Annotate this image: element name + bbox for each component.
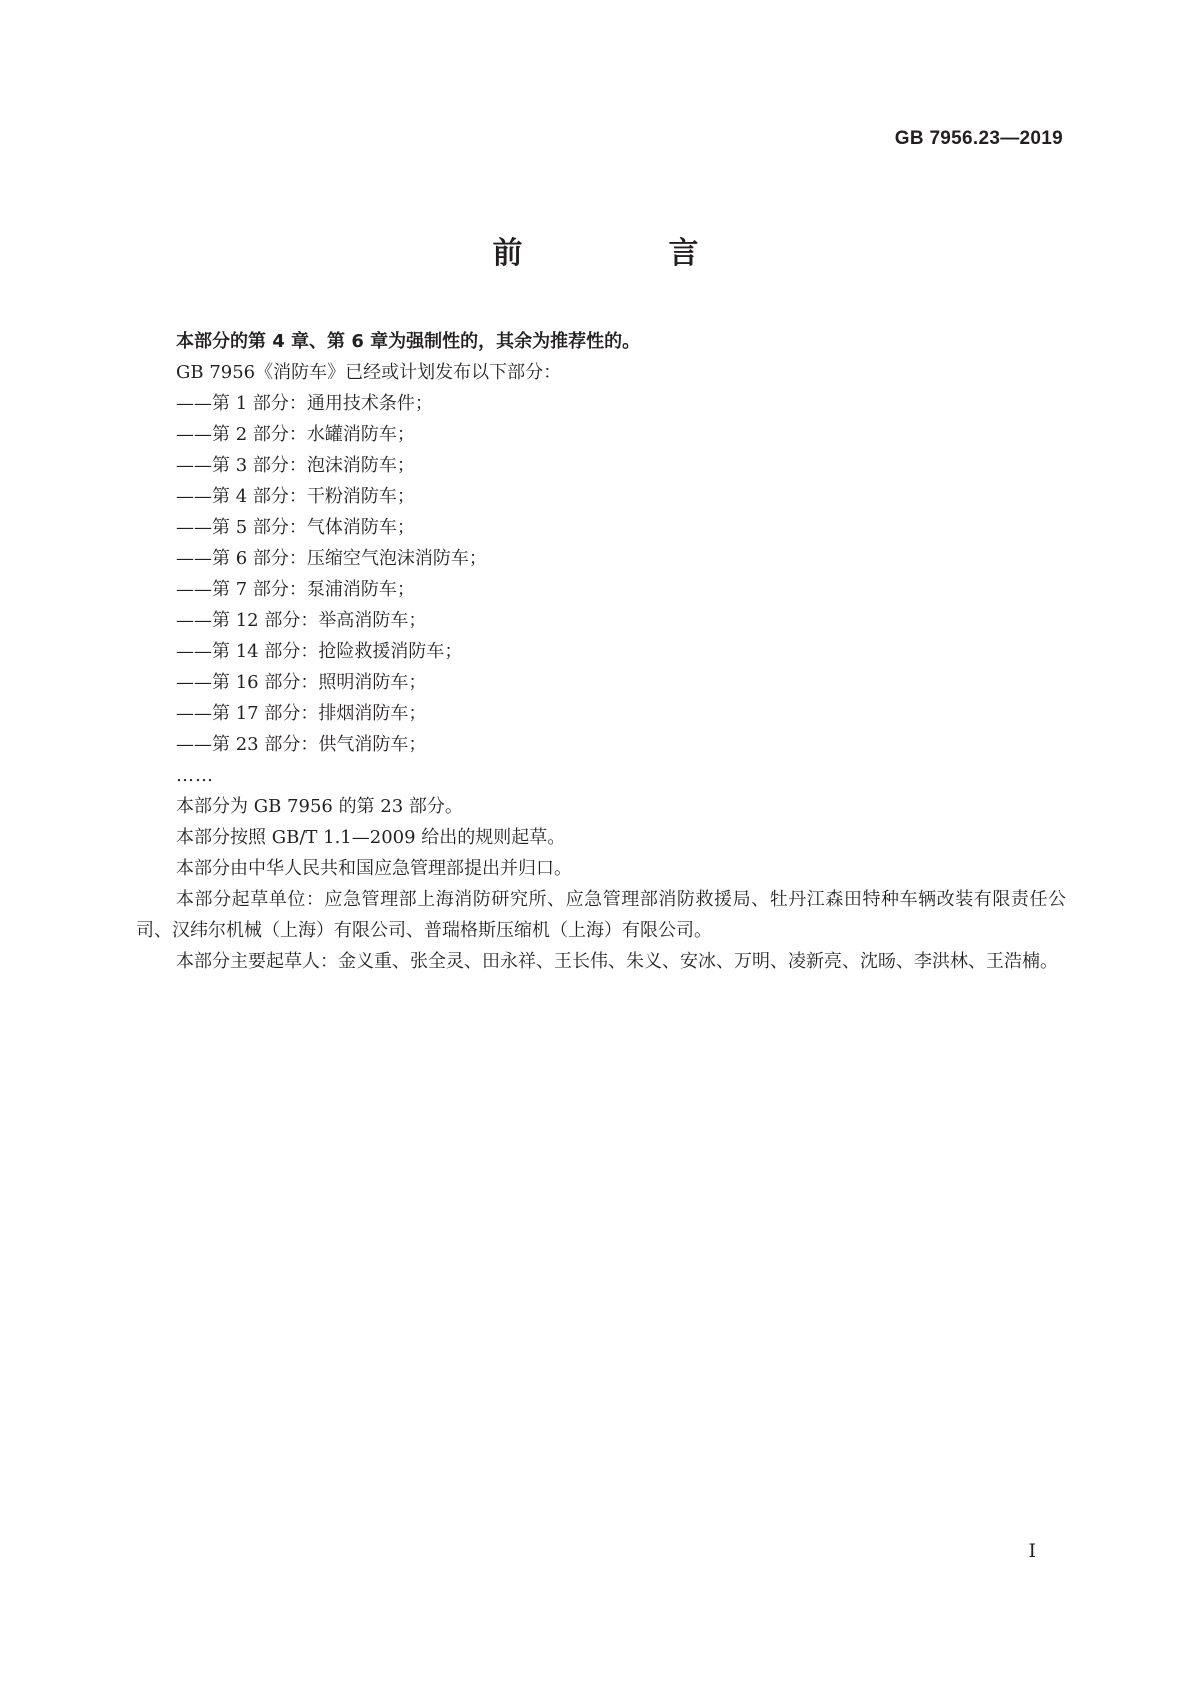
list-ellipsis: …… bbox=[176, 765, 214, 786]
list-item bbox=[136, 543, 1066, 574]
series-statement: GB 7956《消防车》已经或计划发布以下部分： bbox=[176, 362, 562, 383]
list-item bbox=[136, 636, 1066, 667]
list-dash: —— bbox=[176, 703, 212, 724]
list-dash: —— bbox=[176, 393, 212, 414]
list-dash: —— bbox=[176, 486, 212, 507]
document-code: GB 7956.23—2019 bbox=[894, 128, 1063, 149]
list-dash: —— bbox=[176, 610, 212, 631]
list-item-text: 第 16 部分：照明消防车； bbox=[212, 672, 427, 693]
list-dash: —— bbox=[176, 734, 212, 755]
list-item bbox=[136, 388, 1066, 419]
list-item bbox=[136, 667, 1066, 698]
list-dash: —— bbox=[176, 455, 212, 476]
list-item-text: 第 7 部分：泵浦消防车； bbox=[212, 579, 415, 600]
drafting-units-statement: 本部分起草单位：应急管理部上海消防研究所、应急管理部消防救援局、牡丹江森田特种车辆改装有限责任公司、汉纬尔机械（上海）有限公司、普瑞格斯压缩机（上海）有限公司。 bbox=[136, 889, 1066, 941]
list-dash: —— bbox=[176, 641, 212, 662]
list-item-text: 第 14 部分：抢险救援消防车； bbox=[212, 641, 463, 662]
list-item bbox=[136, 698, 1066, 729]
page-title: 前 言 bbox=[492, 236, 757, 271]
list-item bbox=[136, 605, 1066, 636]
list-item bbox=[136, 729, 1066, 760]
mandatory-statement: 本部分的第 4 章、第 6 章为强制性的，其余为推荐性的。 bbox=[176, 331, 641, 352]
list-dash: —— bbox=[176, 672, 212, 693]
list-item bbox=[136, 481, 1066, 512]
list-item-text: 第 12 部分：举高消防车； bbox=[212, 610, 427, 631]
list-item-text: 第 1 部分：通用技术条件； bbox=[212, 393, 433, 414]
foreword-body bbox=[136, 326, 1066, 977]
part-of-statement: 本部分为 GB 7956 的第 23 部分。 bbox=[176, 796, 463, 817]
list-item-text: 第 23 部分：供气消防车； bbox=[212, 734, 427, 755]
list-dash: —— bbox=[176, 548, 212, 569]
page-number: I bbox=[1028, 1540, 1036, 1562]
list-item-text: 第 3 部分：泡沫消防车； bbox=[212, 455, 415, 476]
list-item bbox=[136, 419, 1066, 450]
list-item-text: 第 2 部分：水罐消防车； bbox=[212, 424, 415, 445]
drafting-rules-statement: 本部分按照 GB/T 1.1—2009 给出的规则起草。 bbox=[176, 827, 566, 848]
list-item-text: 第 5 部分：气体消防车； bbox=[212, 517, 415, 538]
list-item bbox=[136, 512, 1066, 543]
list-item-text: 第 4 部分：干粉消防车； bbox=[212, 486, 415, 507]
list-dash: —— bbox=[176, 424, 212, 445]
parts-list bbox=[136, 388, 1066, 760]
drafters-statement: 本部分主要起草人：金义重、张全灵、田永祥、王长伟、朱义、安冰、万明、凌新亮、沈旸、李洪林、王浩楠。 bbox=[176, 951, 1058, 972]
list-item-text: 第 6 部分：压缩空气泡沫消防车； bbox=[212, 548, 487, 569]
proposed-by-statement: 本部分由中华人民共和国应急管理部提出并归口。 bbox=[176, 858, 572, 879]
list-item bbox=[136, 574, 1066, 605]
list-item-text: 第 17 部分：排烟消防车； bbox=[212, 703, 427, 724]
list-item bbox=[136, 450, 1066, 481]
list-dash: —— bbox=[176, 579, 212, 600]
list-dash: —— bbox=[176, 517, 212, 538]
